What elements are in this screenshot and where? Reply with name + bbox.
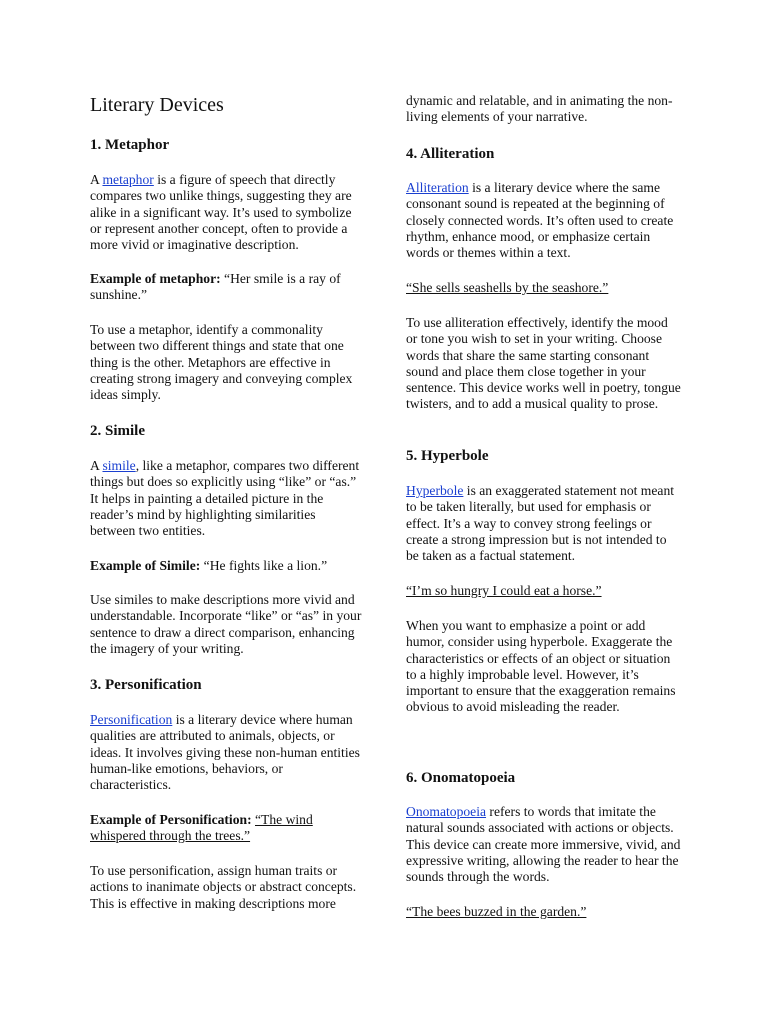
hyperbole-heading: 5. Hyperbole bbox=[406, 448, 489, 464]
alliteration-intro-text: is a literary device where the same consonant sound is repeated at the beginning of closely connected words. It’s often used to create rhythm, enhance mood, or emphasize certain words or themes within a text. bbox=[406, 180, 674, 261]
simile-example-text: “He fights like a lion.” bbox=[200, 558, 328, 573]
alliteration-usage: To use alliteration effectively, identify the mood or tone you wish to set in your writing. Choose words that share the same starting consonant sound and place them close together in your sentence. This device works well in poetry, tongue twisters, and to add a musical quality to prose. bbox=[406, 315, 681, 412]
alliteration-intro bbox=[406, 180, 682, 261]
metaphor-heading: 1. Metaphor bbox=[90, 137, 170, 153]
simile-intro-prefix: A bbox=[90, 458, 103, 473]
onomatopoeia-heading: 6. Onomatopoeia bbox=[406, 770, 516, 786]
metaphor-example-text: “Her smile is a ray of sunshine.” bbox=[90, 271, 341, 303]
metaphor-intro bbox=[90, 172, 362, 253]
personification-heading: 3. Personification bbox=[90, 677, 202, 693]
simile-link[interactable]: simile bbox=[102, 458, 136, 473]
simile-example bbox=[90, 558, 327, 574]
onomatopoeia-link[interactable]: Onomatopoeia bbox=[406, 804, 487, 819]
personification-example-label: Example of Personification: bbox=[90, 812, 252, 827]
alliteration-link[interactable]: Alliteration bbox=[406, 180, 469, 195]
personification-intro bbox=[90, 712, 362, 793]
personification-link[interactable]: Personification bbox=[90, 712, 173, 727]
metaphor-intro-prefix: A bbox=[90, 172, 103, 187]
simile-intro bbox=[90, 458, 362, 539]
hyperbole-usage: When you want to emphasize a point or add humor, consider using hyperbole. Exaggerate the characteristics or effects of an object or situation to a highly improbable level. However, it’s important to ensure that the exaggeration remains obvious to avoid misleading the reader. bbox=[406, 618, 676, 715]
simile-usage: Use similes to make descriptions more vivid and understandable. Incorporate “like” or “as” in your sentence to draw a direct comparison, enhancing the imagery of your writing. bbox=[90, 592, 362, 656]
metaphor-link[interactable]: metaphor bbox=[102, 172, 154, 187]
onomatopoeia-example: “The bees buzzed in the garden.” bbox=[406, 904, 587, 919]
hyperbole-example: “I’m so hungry I could eat a horse.” bbox=[406, 583, 602, 598]
hyperbole-intro-text: is an exaggerated statement not meant to be taken literally, but used for emphasis or effect. It’s a way to convey strong feelings or create a strong impression but is not intended to be taken as a factual statement. bbox=[406, 483, 675, 564]
personification-usage-continued: dynamic and relatable, and in animating the non-living elements of your narrative. bbox=[406, 93, 673, 125]
metaphor-example bbox=[90, 271, 362, 304]
personification-example-quote: “The wind whispered through the trees.” bbox=[90, 812, 313, 844]
metaphor-usage: To use a metaphor, identify a commonality between two different things and state that one thing is the other. Metaphors are effective in creating strong imagery and conveying complex ideas simply. bbox=[90, 322, 353, 403]
personification-usage: To use personification, assign human traits or actions to inanimate objects or abstract concepts. This is effective in making descriptions more bbox=[90, 863, 357, 911]
hyperbole-intro bbox=[406, 483, 682, 564]
personification-intro-text: is a literary device where human qualities are attributed to animals, objects, or ideas. It involves giving these non-human entities human-like emotions, behaviors, or characteristics. bbox=[90, 712, 360, 793]
simile-intro-text: , like a metaphor, compares two different things but does so explicitly using “like” or “as.” It helps in painting a detailed picture in the reader’s mind by highlighting similarities between two entities. bbox=[90, 458, 360, 539]
page-title: Literary Devices bbox=[90, 94, 224, 116]
simile-example-label: Example of Simile: bbox=[90, 558, 201, 573]
metaphor-intro-text: is a figure of speech that directly compares two unlike things, suggesting they are alike in a significant way. It’s used to symbolize or represent another concept, often to provide a more vivid or imaginative description. bbox=[90, 172, 352, 253]
alliteration-example: “She sells seashells by the seashore.” bbox=[406, 280, 609, 295]
onomatopoeia-intro-text: refers to words that imitate the natural sounds associated with actions or objects. This device can create more immersive, vivid, and expressive writing, allowing the reader to hear the sounds through the words. bbox=[406, 804, 681, 885]
hyperbole-link[interactable]: Hyperbole bbox=[406, 483, 464, 498]
personification-example bbox=[90, 812, 362, 845]
metaphor-example-label: Example of metaphor: bbox=[90, 271, 221, 286]
alliteration-heading: 4. Alliteration bbox=[406, 146, 495, 162]
onomatopoeia-intro bbox=[406, 804, 682, 885]
simile-heading: 2. Simile bbox=[90, 423, 145, 439]
